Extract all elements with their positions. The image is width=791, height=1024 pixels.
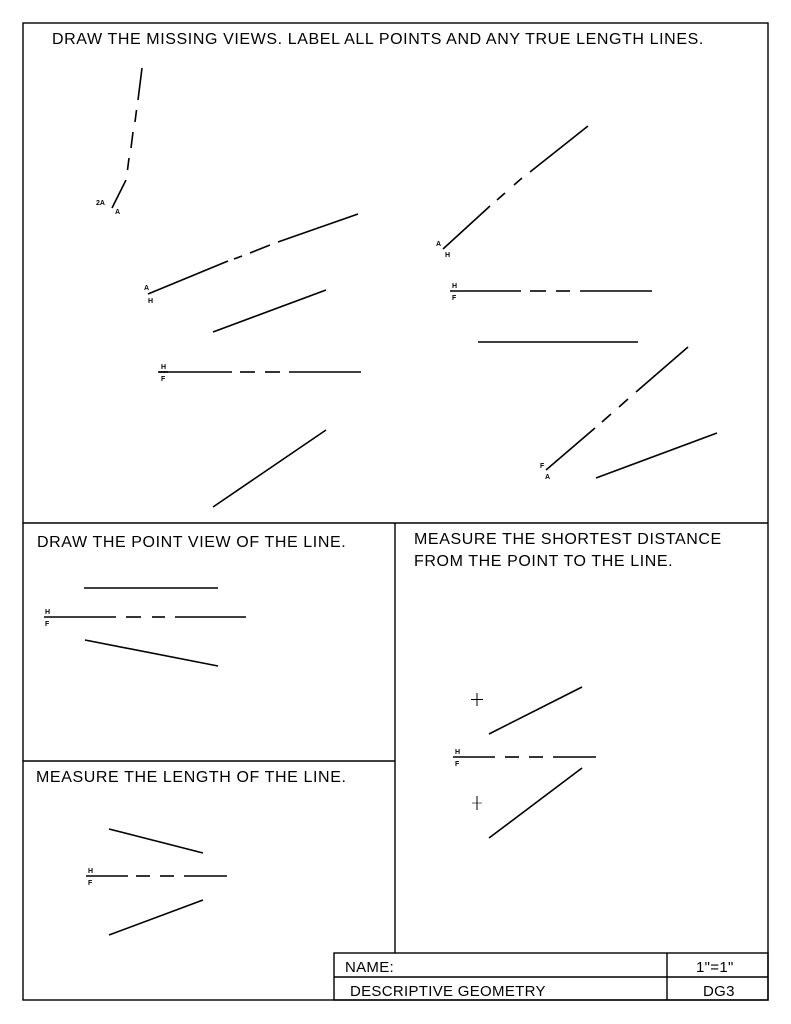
shortest-distance-instruction-2: FROM THE POINT TO THE LINE. (414, 553, 674, 570)
auxiliary-view-line (112, 68, 142, 208)
fold-label-f-right: F (452, 295, 457, 302)
shortest-distance-instruction-1: MEASURE THE SHORTEST DISTANCE (414, 531, 722, 548)
label-a-h: A (144, 285, 150, 292)
right-problem (436, 126, 717, 481)
title-block (334, 953, 768, 1000)
fold-label-h-right: H (452, 283, 458, 290)
label-a-top: A (115, 209, 121, 216)
label-h-right: H (445, 252, 451, 259)
fold-label-h: H (161, 364, 167, 371)
ll-front-view-line (109, 900, 203, 935)
sd-fold-label-h: H (455, 749, 461, 756)
point-marker-top (471, 693, 483, 706)
point-view-panel (37, 534, 346, 666)
label-h-h: H (148, 298, 154, 305)
ll-fold-label-h: H (88, 868, 94, 875)
pv-front-view-line (85, 640, 218, 666)
sheet-frame (23, 23, 768, 1000)
pv-fold-label-f: F (45, 621, 50, 628)
sd-top-view-line (489, 687, 582, 734)
left-problem (96, 68, 361, 507)
line-length-instruction: MEASURE THE LENGTH OF THE LINE. (36, 769, 347, 786)
line-length-panel (36, 769, 347, 935)
front-view-line-right-2 (596, 433, 717, 478)
label-a-right: A (436, 241, 442, 248)
top-view-line-2 (213, 290, 326, 332)
pv-fold-label-h: H (45, 609, 51, 616)
course-title: DESCRIPTIVE GEOMETRY (350, 983, 546, 1000)
label-f-right: F (540, 463, 545, 470)
sheet-id: DG3 (703, 983, 735, 1000)
missing-views-instruction: DRAW THE MISSING VIEWS. LABEL ALL POINTS AND ANY TRUE LENGTH LINES. (52, 31, 704, 48)
point-view-instruction: DRAW THE POINT VIEW OF THE LINE. (37, 534, 347, 551)
ll-fold-label-f: F (88, 880, 93, 887)
label-a-bottom-right: A (545, 474, 551, 481)
missing-views-panel (52, 31, 717, 507)
top-view-line-right (443, 126, 588, 249)
front-view-line (213, 430, 326, 507)
sd-fold-label-f: F (455, 761, 460, 768)
fold-label-f: F (161, 376, 166, 383)
point-marker-bottom (472, 796, 482, 810)
shortest-distance-panel (414, 531, 722, 838)
name-label: NAME: (345, 959, 395, 976)
label-2a: 2A (96, 200, 105, 207)
scale-label: 1"=1" (696, 959, 734, 976)
top-view-line (148, 214, 358, 294)
sd-front-view-line (489, 768, 582, 838)
ll-top-view-line (109, 829, 203, 853)
